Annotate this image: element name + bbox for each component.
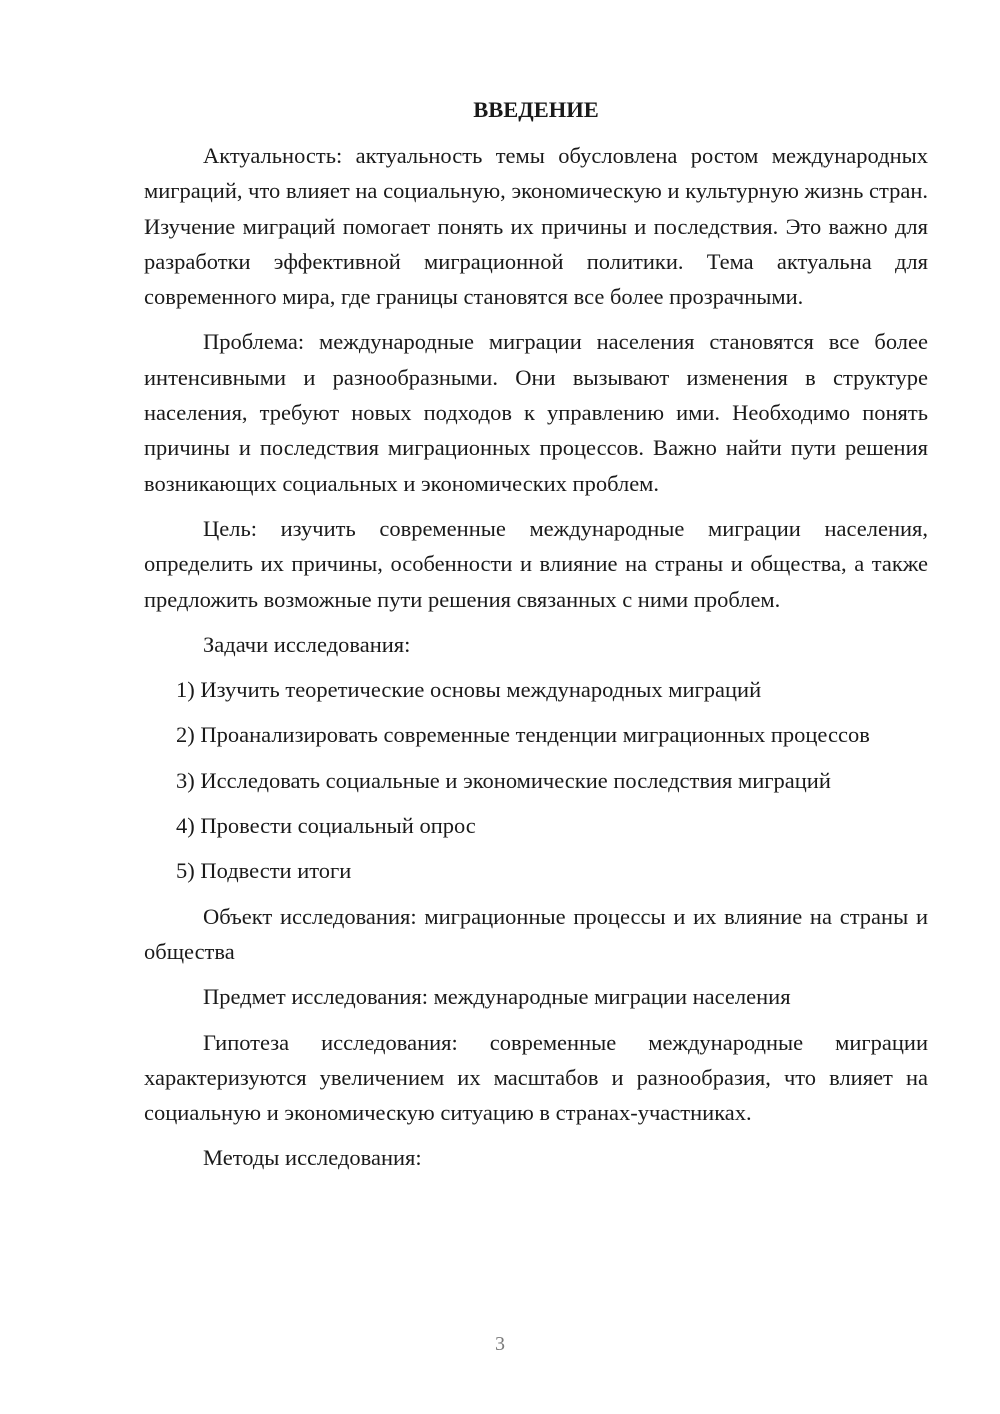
object-paragraph: Объект исследования: миграционные процессы и их влияние на страны и общества: [144, 903, 928, 964]
problem-paragraph: Проблема: международные миграции населения становятся все более интенсивными и разнообразными. Они вызывают изменения в структуре населения, требуют новых подходов к управлению ими. Необходимо понять причины и последствия миграционных процессов. Важно найти пути решения возникающих социальных и экономических проблем.: [144, 329, 928, 496]
tasks-heading: Задачи исследования:: [203, 631, 411, 657]
task-item: 4) Провести социальный опрос: [176, 813, 476, 839]
page-number: 3: [495, 1333, 505, 1355]
methods-heading: Методы исследования:: [203, 1145, 422, 1171]
subject-paragraph: Предмет исследования: международные миграции населения: [203, 984, 791, 1010]
task-item: 2) Проанализировать современные тенденции миграционных процессов: [176, 722, 870, 748]
task-item: 1) Изучить теоретические основы международных миграций: [176, 677, 762, 703]
document-page: [144, 92, 928, 1176]
task-item: 5) Подвести итоги: [176, 858, 352, 884]
relevance-paragraph: Актуальность: актуальность темы обусловлена ростом международных миграций, что влияет на социальную, экономическую и культурную жизнь стран. Изучение миграций помогает понять их причины и последствия. Это важно для разработки эффективной миграционной политики. Тема актуальна для современного мира, где границы становятся все более прозрачными.: [144, 143, 928, 310]
hypothesis-paragraph: Гипотеза исследования: современные международные миграции характеризуются увеличением их масштабов и разнообразия, что влияет на социальную и экономическую ситуацию в странах-участниках.: [144, 1029, 928, 1126]
section-title: ВВЕДЕНИЕ: [473, 97, 599, 122]
task-item: 3) Исследовать социальные и экономические последствия миграций: [176, 767, 831, 793]
goal-paragraph: Цель: изучить современные международные миграции населения, определить их причины, особенности и влияние на страны и общества, а также предложить возможные пути решения связанных с ними проблем.: [144, 515, 928, 612]
